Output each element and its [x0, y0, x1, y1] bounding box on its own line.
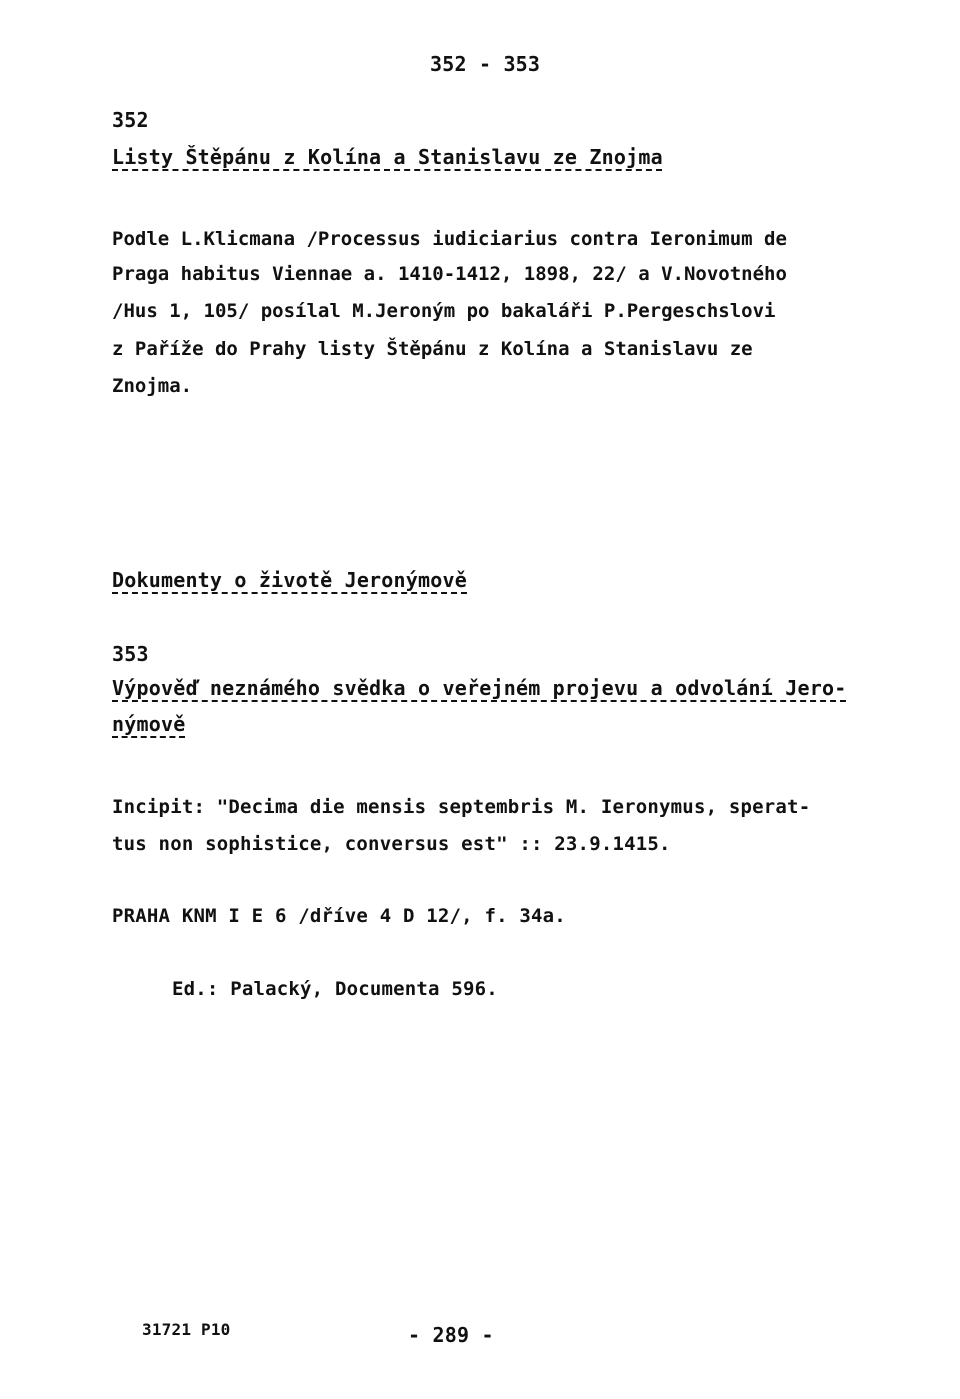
incipit-line2: tus non sophistice, conversus est" :: 23.9.1415. — [112, 833, 671, 855]
body-line: Znojma. — [112, 375, 193, 397]
footer-code: 31721 P10 — [142, 1320, 231, 1339]
body-line: /Hus 1, 105/ posílal M.Jeroným po bakaláři P.Pergeschslovi — [112, 300, 776, 322]
document-353-number: 353 — [112, 642, 149, 666]
document-353-title-line2: nýmově — [112, 712, 186, 736]
page-number: - 289 - — [408, 1323, 494, 1347]
incipit-line1: Incipit: "Decima die mensis septembris M. Ieronymus, sperat- — [112, 796, 811, 818]
document-352-title: Listy Štěpánu z Kolína a Stanislavu ze Znojma — [112, 145, 663, 169]
section-title: Dokumenty o životě Jeronýmově — [112, 568, 467, 592]
body-line: Podle L.Klicmana /Processus iudiciarius contra Ieronimum de — [112, 228, 787, 250]
body-line: z Paříže do Prahy listy Štěpánu z Kolína a Stanislavu ze — [112, 338, 753, 360]
body-line: Praga habitus Viennae a. 1410-1412, 1898, 22/ a V.Novotného — [112, 263, 787, 285]
document-352-number: 352 — [112, 108, 149, 132]
document-353-title-line1: Výpověď neznámého svědka o veřejném projevu a odvolání Jero- — [112, 676, 847, 700]
page-range-header: 352 - 353 — [430, 52, 541, 76]
shelfmark: PRAHA KNM I E 6 /dříve 4 D 12/, f. 34a. — [112, 905, 566, 927]
edition-reference: Ed.: Palacký, Documenta 596. — [172, 978, 498, 1000]
